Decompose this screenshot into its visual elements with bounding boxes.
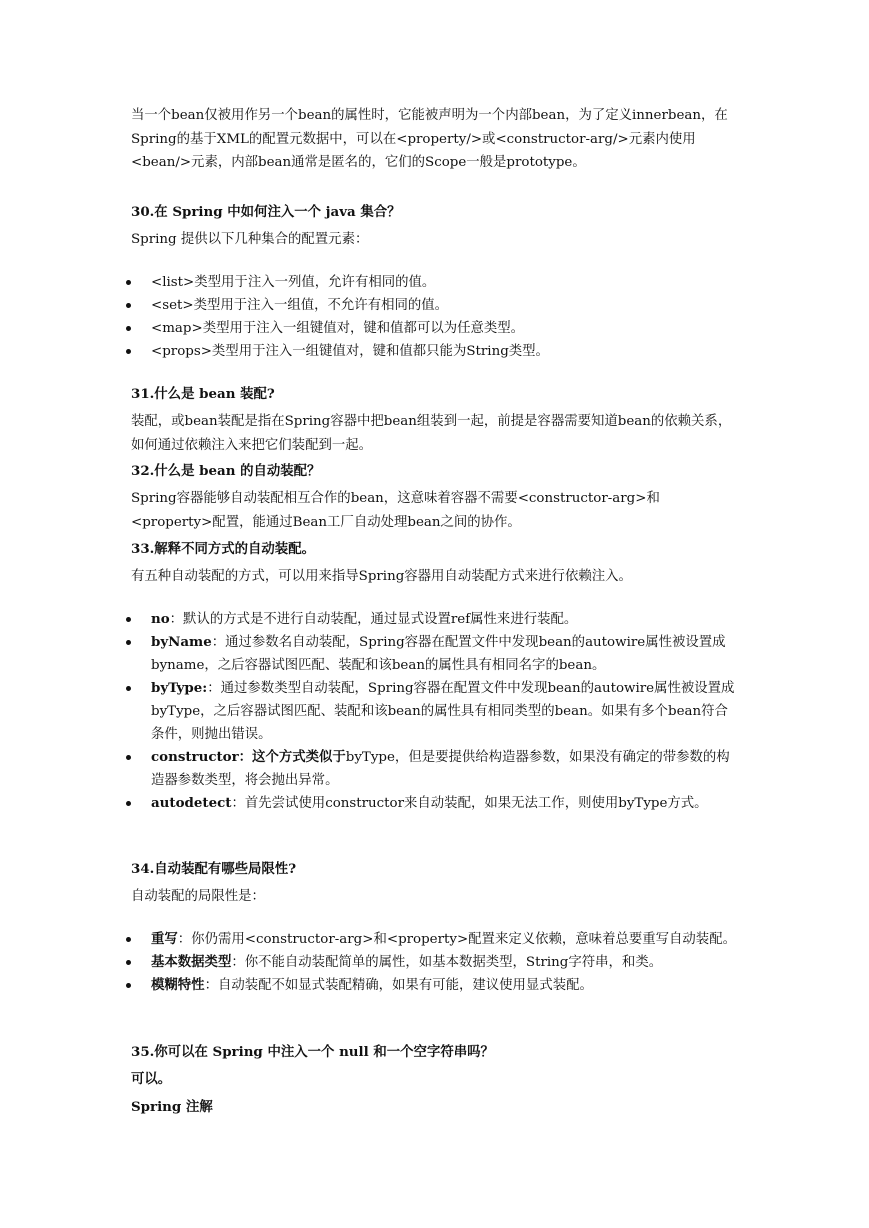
list-item: byType:：通过参数类型自动装配，Spring容器在配置文件中发现bean的autowire属性被设置成byType，之后容器试图匹配、装配和该bean的属性具有相同类型的bean。如果有多个bean符合条件，则抛出错误。	[131, 677, 741, 746]
list-item: <set>类型用于注入一组值，不允许有相同的值。	[131, 294, 741, 317]
q30-heading: 30.在 Spring 中如何注入一个 java 集合？	[131, 204, 401, 220]
q30-paragraph: Spring 提供以下几种集合的配置元素：	[131, 232, 369, 247]
bullet-icon	[126, 280, 131, 285]
bullet-icon	[126, 326, 131, 331]
bullet-icon	[126, 617, 131, 622]
list-item: 基本数据类型：你不能自动装配简单的属性，如基本数据类型，String字符串，和类。	[131, 951, 741, 974]
bullet-icon	[126, 937, 131, 942]
q33-list	[131, 608, 741, 815]
list-item: byName：通过参数名自动装配，Spring容器在配置文件中发现bean的autowire属性被设置成byname，之后容器试图匹配、装配和该bean的属性具有相同名字的bean。	[131, 631, 741, 677]
q35-heading: 35.你可以在 Spring 中注入一个 null 和一个空字符串吗？	[131, 1044, 494, 1060]
bullet-icon	[126, 640, 131, 645]
section-heading: Spring 注解	[131, 1099, 213, 1115]
list-item: <map>类型用于注入一组键值对，键和值都可以为任意类型。	[131, 317, 741, 340]
q33-heading: 33.解释不同方式的自动装配。	[131, 541, 315, 557]
list-item: <list>类型用于注入一列值，允许有相同的值。	[131, 271, 741, 294]
bullet-icon	[126, 983, 131, 988]
list-item: 重写：你仍需用<constructor-arg>和<property>配置来定义依赖，意味着总要重写自动装配。	[131, 928, 741, 951]
list-item: <props>类型用于注入一组键值对，键和值都只能为String类型。	[131, 340, 741, 363]
list-item: 模糊特性：自动装配不如显式装配精确，如果有可能，建议使用显式装配。	[131, 974, 741, 997]
bullet-icon	[126, 303, 131, 308]
q34-paragraph: 自动装配的局限性是：	[131, 889, 265, 904]
bullet-icon	[126, 686, 131, 691]
list-item: constructor：这个方式类似于byType，但是要提供给构造器参数，如果没有确定的带参数的构造器参数类型，将会抛出异常。	[131, 746, 741, 792]
q30-list	[131, 271, 741, 363]
bullet-icon	[126, 960, 131, 965]
intro-paragraph: 当一个bean仅被用作另一个bean的属性时，它能被声明为一个内部bean，为了定义innerbean，在Spring的基于XML的配置元数据中，可以在<property/>或<constructor-arg/>元素内使用<bean/>元素，内部bean通常是匿名的，它们的Scope一般是prototype。	[131, 108, 728, 170]
q32-paragraph: Spring容器能够自动装配相互合作的bean，这意味着容器不需要<constructor-arg>和<property>配置，能通过Bean工厂自动处理bean之间的协作。	[131, 491, 660, 530]
q31-heading: 31.什么是 bean 装配?	[131, 386, 275, 402]
list-item: autodetect：首先尝试使用constructor来自动装配，如果无法工作，则使用byType方式。	[131, 792, 741, 815]
q33-paragraph: 有五种自动装配的方式，可以用来指导Spring容器用自动装配方式来进行依赖注入。	[131, 569, 632, 584]
q34-list	[131, 928, 741, 997]
bullet-icon	[126, 755, 131, 760]
q32-heading: 32.什么是 bean 的自动装配？	[131, 463, 321, 479]
list-item: no：默认的方式是不进行自动装配，通过显式设置ref属性来进行装配。	[131, 608, 741, 631]
q34-heading: 34.自动装配有哪些局限性?	[131, 861, 297, 877]
bullet-icon	[126, 349, 131, 354]
bullet-icon	[126, 801, 131, 806]
q35-answer: 可以。	[131, 1071, 172, 1087]
q31-paragraph: 装配，或bean装配是指在Spring容器中把bean组装到一起，前提是容器需要知道bean的依赖关系，如何通过依赖注入来把它们装配到一起。	[131, 414, 732, 453]
